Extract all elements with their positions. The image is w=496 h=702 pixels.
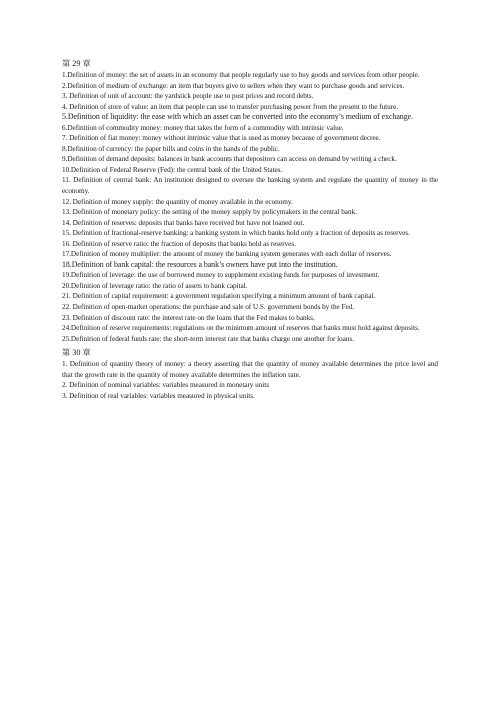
definition-paragraph: 4. Definition of store of value: an item that people can use to transfer purchasing power from the present to the future. — [62, 102, 399, 111]
definition-paragraph: 18.Definition of bank capital: the resources a bank’s owners have put into the institution. — [62, 259, 338, 269]
chapter-29-heading: 第 29 章 — [62, 59, 91, 68]
definition-paragraph: 10.Definition of Federal Reserve (Fed): the central bank of the United States. — [62, 165, 283, 174]
definition-paragraph: 6.Definition of commodity money: money that takes the form of a commodity with intrinsic value. — [62, 123, 344, 132]
definition-paragraph: 5.Definition of liquidity: the ease with which an asset can be converted into the economy’s medium of exchange. — [62, 112, 413, 122]
definition-paragraph: 7. Definition of fiat money: money without intrinsic value that is used as money because of government decree. — [62, 134, 381, 143]
definition-paragraph: 1. Definition of quantity theory of money: a theory asserting that the quantity of money available determines the price level and that the growth rate in the quantity of money available determines the inflation rate. — [62, 360, 438, 379]
definition-paragraph: 20.Definition of leverage ratio: the ratio of assets to bank capital. — [62, 281, 248, 290]
definition-paragraph: 2.Definition of medium of exchange: an item that buyers give to sellers when they want to purchase goods and services. — [62, 81, 405, 90]
definition-paragraph: 22. Definition of open-market operations: the purchase and sale of U.S. government bonds by the Fed. — [62, 303, 354, 312]
definition-paragraph: 14. Definition of reserves: deposits that banks have received but have not loaned out. — [62, 218, 305, 227]
chapter-30-list — [62, 359, 438, 401]
definition-paragraph: 25.Definition of federal funds rate: the short-term interest rate that banks charge one another for loans. — [62, 334, 354, 343]
chapter-29-list — [62, 70, 438, 344]
definition-paragraph: 17.Definition of money multiplier: the amount of money the banking system generates with each dollar of reserves. — [62, 250, 392, 259]
definition-paragraph: 1.Definition of money: the set of assets in an economy that people regularly use to buy goods and services from other people. — [62, 71, 420, 79]
definition-paragraph: 2. Definition of nominal variables: variables measured in monetary units — [62, 381, 269, 390]
definition-paragraph: 9.Definition of demand deposits: balances in bank accounts that depositors can access on demand by writing a check. — [62, 155, 397, 164]
definition-paragraph: 24.Definition of reserve requirements: regulations on the minimum amount of reserves that banks must hold against deposits. — [62, 324, 420, 333]
definition-paragraph: 15. Definition of fractional-reserve banking: a banking system in which banks hold only a fraction of deposits as reserves. — [62, 229, 410, 238]
definition-paragraph: 16. Definition of reserve ratio: the fraction of deposits that banks hold as reserves. — [62, 239, 296, 248]
definition-paragraph: 19.Definition of leverage: the use of borrowed money to supplement existing funds for purposes of investment. — [62, 271, 380, 280]
definition-paragraph: 21. Definition of capital requirement: a government regulation specifying a minimum amount of bank capital. — [62, 292, 376, 301]
definition-paragraph: 11. Definition of central bank: An institution designed to oversee the banking system and regulate the quantity of money in the economy. — [62, 176, 438, 196]
definition-paragraph: 13. Definition of monetary policy: the setting of the money supply by policymakers in the central bank. — [62, 208, 357, 217]
definition-paragraph: 3. Definition of unit of account: the yardstick people use to post prices and record debts. — [62, 92, 314, 101]
definition-paragraph: 12. Definition of money supply: the quantity of money available in the economy. — [62, 197, 293, 206]
definition-paragraph: 23. Definition of discount rate: the interest rate on the loans that the Fed makes to banks. — [62, 313, 315, 322]
chapter-30-heading: 第 30 章 — [62, 348, 91, 358]
definition-paragraph: 8.Definition of currency: the paper bills and coins in the hands of the public. — [62, 144, 280, 153]
definition-paragraph: 3. Definition of real variables: variables measured in physical units. — [62, 391, 255, 400]
